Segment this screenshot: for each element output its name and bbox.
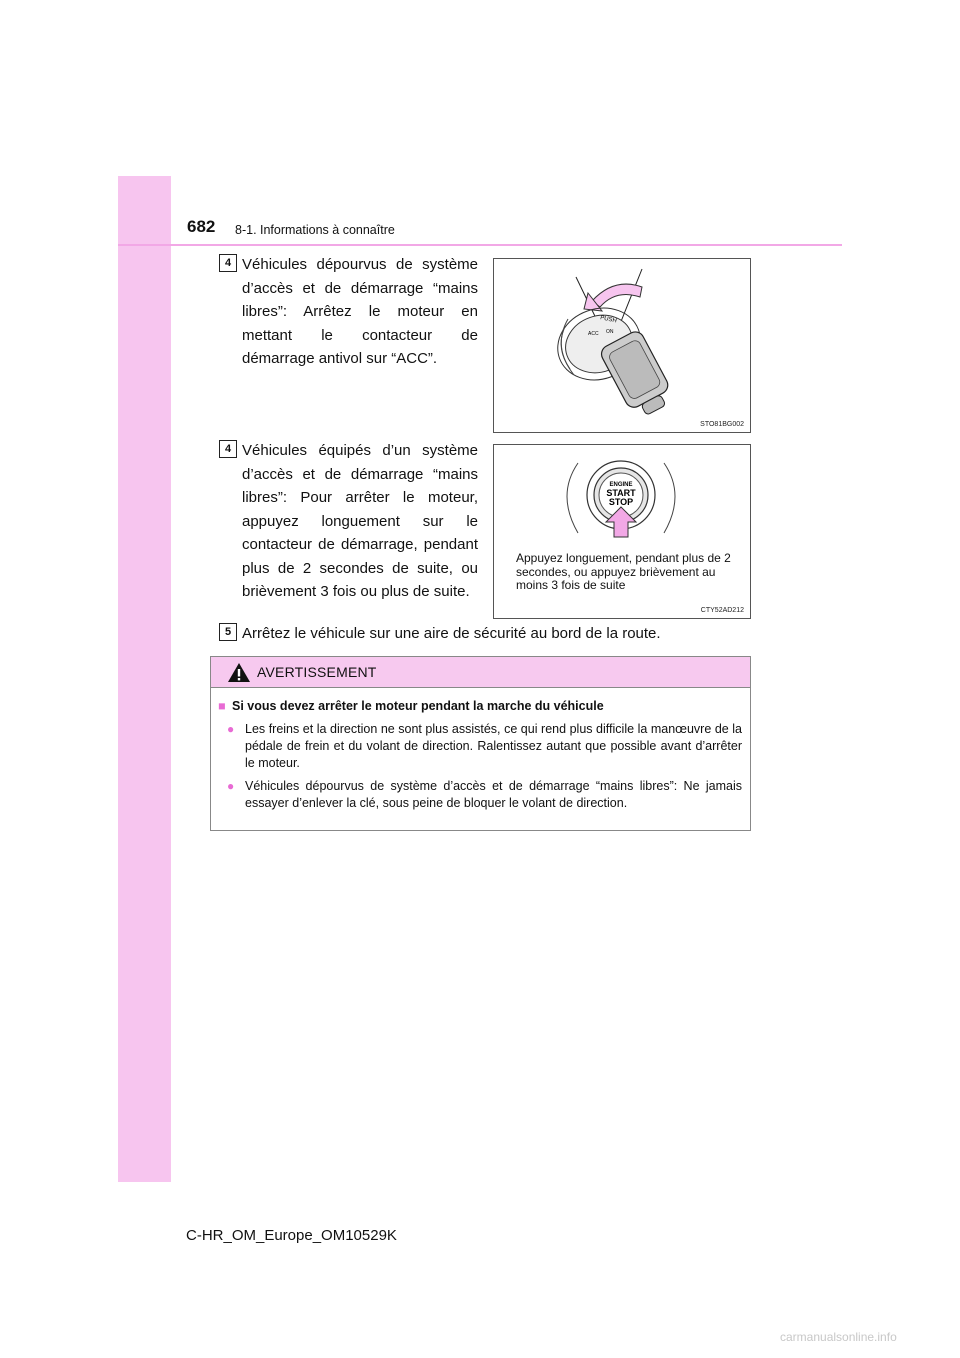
on-label: ON (606, 329, 614, 335)
push-label: PUSH (599, 315, 618, 325)
warning-item-text: Les freins et la direction ne sont plus assistés, ce qui rend plus difficile la manœuvre de la pédale de frein et du volant de direction. Ralentissez autant que possible avant d’arrêter le moteur. (245, 722, 742, 770)
pink-sidebar-tab (118, 176, 171, 1182)
start-label: START (606, 488, 636, 498)
section-title: 8-1. Informations à connaître (235, 223, 395, 237)
warning-header (211, 657, 750, 688)
engine-button-figure (493, 444, 751, 619)
ignition-switch-illustration (494, 259, 750, 432)
step-number-box: 5 (219, 623, 237, 641)
warning-title: AVERTISSEMENT (257, 664, 377, 680)
watermark: carmanualsonline.info (780, 1330, 897, 1344)
square-bullet-icon: ■ (218, 699, 226, 713)
warning-list-item (218, 778, 742, 812)
warning-list-item (218, 721, 742, 772)
stop-label: STOP (608, 497, 634, 507)
engine-start-stop-illustration (494, 445, 750, 555)
step-text: Arrêtez le véhicule sur une aire de sécurité au bord de la route. (242, 625, 661, 642)
warning-box (210, 656, 751, 831)
warning-heading-text: Si vous devez arrêter le moteur pendant la marche du véhicule (232, 699, 604, 713)
footer-doc-id: C-HR_OM_Europe_OM10529K (186, 1227, 397, 1244)
warning-triangle-icon (227, 661, 251, 683)
page-number: 682 (187, 217, 216, 236)
engine-label: ENGINE (609, 482, 633, 488)
figure-code: STO81BG002 (700, 421, 744, 428)
step-text: Véhicules dépourvus de système d’accès et de démarrage “mains libres”: Arrêtez le moteur en mettant le contacteur de démarrage antivol sur “ACC”. (242, 256, 478, 367)
warning-item-text: Véhicules dépourvus de système d’accès et de démarrage “mains libres”: Ne jamais essayer d’enlever la clé, sous peine de bloquer le volant de direction. (245, 779, 742, 810)
ignition-key-figure (493, 258, 751, 433)
step-number-box: 4 (219, 254, 237, 272)
warning-heading (218, 698, 742, 715)
header-divider (118, 244, 842, 246)
acc-label: ACC (588, 331, 599, 337)
figure-code: CTY52AD212 (700, 607, 744, 614)
figure-caption: Appuyez longuement, pendant plus de 2 secondes, ou appuyez brièvement au moins 3 fois de suite (516, 551, 731, 592)
circle-bullet-icon: ● (227, 722, 235, 736)
step-text: Véhicules équipés d’un système d’accès et de démarrage “mains libres”: Pour arrêter le moteur, appuyez longuement sur le contacteur de démarrage, pendant plus de 2 secondes de suite, ou brièvement 3 fois ou plus de suite. (242, 442, 478, 600)
circle-bullet-icon: ● (227, 779, 235, 793)
step-number-box: 4 (219, 440, 237, 458)
